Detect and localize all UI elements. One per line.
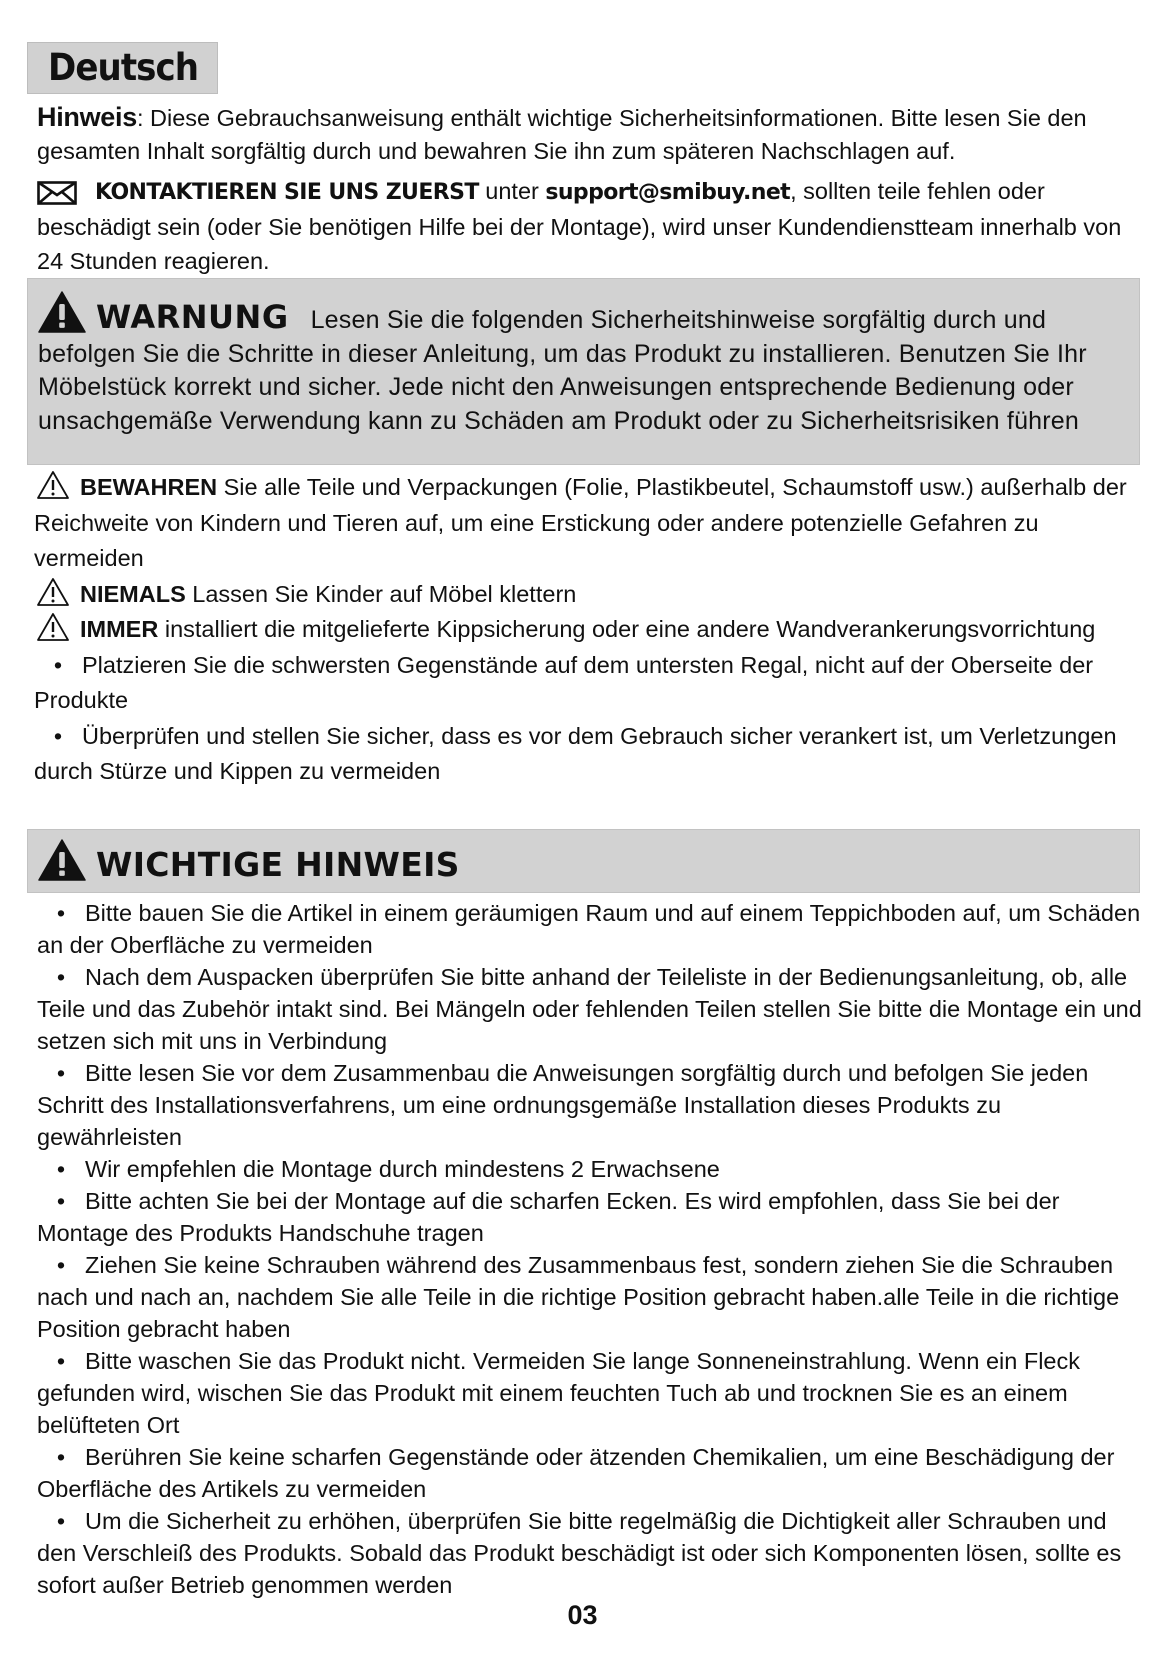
contact-lead: KONTAKTIEREN SIE UNS ZUERST [95,180,479,205]
bullet-dot: • [56,1252,66,1278]
caution-triangle-icon [36,612,70,642]
bullet-dot: • [53,722,63,749]
intro-lead: Hinweis [37,102,137,132]
caution-triangle-icon [36,470,70,500]
warning-box [27,278,1140,465]
safety-bullet [34,648,1139,719]
note-item [37,1153,1147,1185]
caution-triangle-icon [36,577,70,607]
note-text: Bitte achten Sie bei der Montage auf die scharfen Ecken. Es wird empfohlen, dass Sie bei der Montage des Produkts Handschuhe tragen [37,1188,1060,1246]
contact-text: , sollten teile fehlen oder beschädigt sein (oder Sie benötigen Hilfe bei der Montage), wird unser Kundendienstteam innerhalb von 24 Stunden reagieren. [37,178,1122,274]
bullet-dot: • [56,1348,66,1374]
note-text: Wir empfehlen die Montage durch mindestens 2 Erwachsene [85,1156,720,1182]
intro-paragraph [37,101,1142,167]
bullet-dot: • [56,900,66,926]
note-text: Berühren Sie keine scharfen Gegenstände oder ätzenden Chemikalien, um eine Beschädigung der Oberfläche des Artikels zu vermeiden [37,1444,1115,1502]
warning-text: Lesen Sie die folgenden Sicherheitshinweise sorgfältig durch und befolgen Sie die Schritte in dieser Anleitung, um das Produkt zu installieren. Benutzen Sie Ihr Möbelstück korrekt und sicher. Jede nicht den Anweisungen entsprechende Bedienung oder unsachgemäße Verwendung kann zu Schäden am Produkt oder zu Sicherheitsrisiken führen [38,306,1087,435]
envelope-icon [37,181,77,205]
safety-item [34,470,1139,577]
note-text: Bitte waschen Sie das Produkt nicht. Vermeiden Sie lange Sonneneinstrahlung. Wenn ein Fleck gefunden wird, wischen Sie das Produkt mit einem feuchten Tuch ab und trocknen Sie es an einem belüfteten Ort [37,1348,1080,1438]
note-item [37,1345,1147,1441]
important-title: WICHTIGE HINWEIS [96,845,460,884]
note-item [37,961,1147,1057]
note-text: Um die Sicherheit zu erhöhen, überprüfen Sie bitte regelmäßig die Dichtigkeit aller Schrauben und den Verschleiß des Produkts. Sobald das Produkt beschädigt ist oder sich Komponenten lösen, sollte es sofort außer Betrieb genommen werden [37,1508,1122,1598]
important-heading-box [27,829,1140,893]
note-item [37,1185,1147,1249]
safety-bullet [34,719,1139,790]
warning-title: WARNUNG [96,298,289,336]
warning-text-block [38,291,1133,438]
safety-bullet-text: Platzieren Sie die schwersten Gegenstände auf dem untersten Regal, nicht auf der Oberseite der Produkte [34,651,1094,713]
safety-text: Sie alle Teile und Verpackungen (Folie, Plastikbeutel, Schaumstoff usw.) außerhalb der Reichweite von Kindern und Tieren auf, um eine Erstickung oder andere potenzielle Gefahren zu vermeiden [34,474,1127,571]
safety-bullet-text: Überprüfen und stellen Sie sicher, dass es vor dem Gebrauch sicher verankert ist, um Verletzungen durch Stürze und Kippen zu vermeiden [34,722,1117,784]
language-label: Deutsch [48,46,199,89]
language-tab [27,42,218,94]
note-text: Nach dem Auspacken überprüfen Sie bitte anhand der Teileliste in der Bedienungsanleitung, ob, alle Teile und das Zubehör intakt sind. Bei Mängeln oder fehlenden Teilen stellen Sie bitte die Montage ein und setzen sich mit uns in Verbindung [37,964,1142,1054]
safety-item [34,612,1139,648]
intro-colon: : [136,105,144,131]
important-heading [38,839,460,884]
safety-lead: IMMER [80,616,159,642]
safety-text: Lassen Sie Kinder auf Möbel klettern [185,580,577,607]
safety-list [34,470,1139,790]
bullet-dot: • [56,1188,66,1214]
note-item [37,1057,1147,1153]
warning-triangle-icon [38,839,86,881]
warning-triangle-icon [38,291,86,333]
support-email: support@smibuy.net [545,180,791,205]
note-item [37,1441,1147,1505]
safety-text: installiert die mitgelieferte Kippsicherung oder eine andere Wandverankerungsvorrichtung [158,616,1096,642]
bullet-dot: • [56,1060,66,1086]
bullet-dot: • [56,1508,66,1534]
contact-pre-email: unter [478,178,546,204]
note-item [37,1505,1147,1601]
note-item [37,1249,1147,1345]
bullet-dot: • [53,651,63,678]
bullet-dot: • [56,964,66,990]
safety-item [34,577,1139,613]
note-text: Ziehen Sie keine Schrauben während des Zusammenbaus fest, sondern ziehen Sie die Schrauben nach und nach an, nachdem Sie alle Teile in die richtige Position gebracht haben.alle Teile in die richtige Position gebracht haben [37,1252,1120,1342]
note-text: Bitte lesen Sie vor dem Zusammenbau die Anweisungen sorgfältig durch und befolgen Sie jeden Schritt des Installationsverfahrens, um eine ordnungsgemäße Installation dieses Produkts zu gewährleisten [37,1060,1089,1150]
bullet-dot: • [56,1156,66,1182]
bullet-dot: • [56,1444,66,1470]
intro-text: Diese Gebrauchsanweisung enthält wichtige Sicherheitsinformationen. Bitte lesen Sie den gesamten Inhalt sorgfältig durch und bewahren Sie ihn zum späteren Nachschlagen auf. [37,105,1087,164]
note-item [37,897,1147,961]
safety-lead: NIEMALS [80,580,186,607]
important-notes-list [37,897,1147,1601]
page-number: 03 [567,1600,598,1630]
note-text: Bitte bauen Sie die Artikel in einem geräumigen Raum und auf einem Teppichboden auf, um Schäden an der Oberfläche zu vermeiden [37,900,1141,958]
safety-lead: BEWAHREN [80,474,218,500]
contact-paragraph [37,174,1142,278]
